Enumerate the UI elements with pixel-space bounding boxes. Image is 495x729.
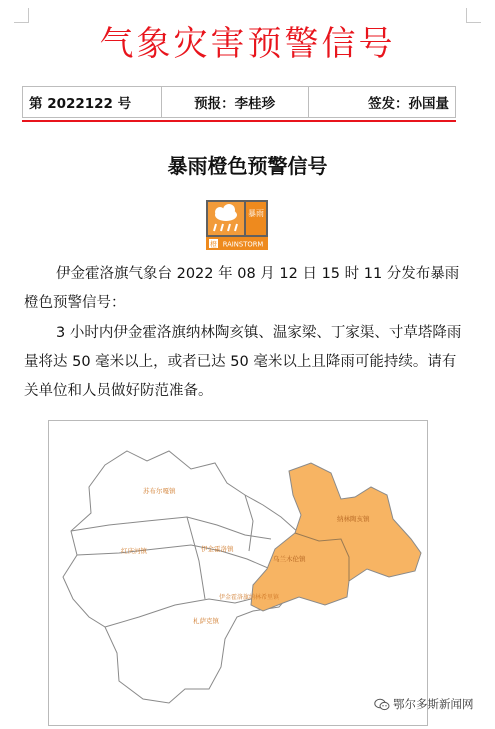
warning-paragraph-1: 伊金霍洛旗气象台 2022 年 08 月 12 日 15 时 11 分发布暴雨橙色预警信号： <box>24 266 460 311</box>
page-corner-mark <box>466 8 481 23</box>
signer: 签发：孙国量 <box>308 87 455 118</box>
map-label: 伊金霍洛镇 <box>201 545 234 553</box>
cloud-shape <box>223 204 235 216</box>
header-divider <box>22 120 456 122</box>
page-corner-mark <box>14 8 29 23</box>
map-svg <box>49 421 427 725</box>
map-label: 伊金霍洛旗纳林希里镇 <box>219 594 280 601</box>
wechat-channel-icon <box>374 698 390 711</box>
icon-badge: 橙 <box>210 240 217 249</box>
icon-label-area <box>246 202 266 235</box>
warning-title: 暴雨橙色预警信号 <box>167 154 328 178</box>
forecaster: 预报：李桂珍 <box>161 87 308 118</box>
icon-label-zh: 暴雨 <box>248 209 264 218</box>
icon-label-en: RAINSTORM <box>222 240 264 249</box>
warning-area-map <box>48 420 428 726</box>
watermark-text: 鄂尔多斯新闻网 <box>393 697 474 711</box>
issue-number: 第 2022122 号 <box>23 87 162 118</box>
map-label: 札萨克镇 <box>193 617 219 625</box>
warning-paragraph-2: 3 小时内伊金霍洛旗纳林陶亥镇、温家梁、丁家渠、寸草塔降雨量将达 50 毫米以上，或者已达 50 毫米以上且降雨可能持续。请有关单位和人员做好防范准备。 <box>24 325 462 399</box>
map-label: 纳林陶亥镇 <box>337 515 370 523</box>
document-header-title: 气象灾害预警信号 <box>99 24 396 64</box>
map-label: 红庆河镇 <box>121 547 147 555</box>
source-watermark <box>374 696 474 712</box>
map-label: 苏布尔嘎镇 <box>143 487 176 495</box>
rainstorm-orange-warning-icon <box>206 200 268 250</box>
map-label: 乌兰木伦镇 <box>273 555 306 563</box>
issuance-info-table <box>22 86 456 118</box>
